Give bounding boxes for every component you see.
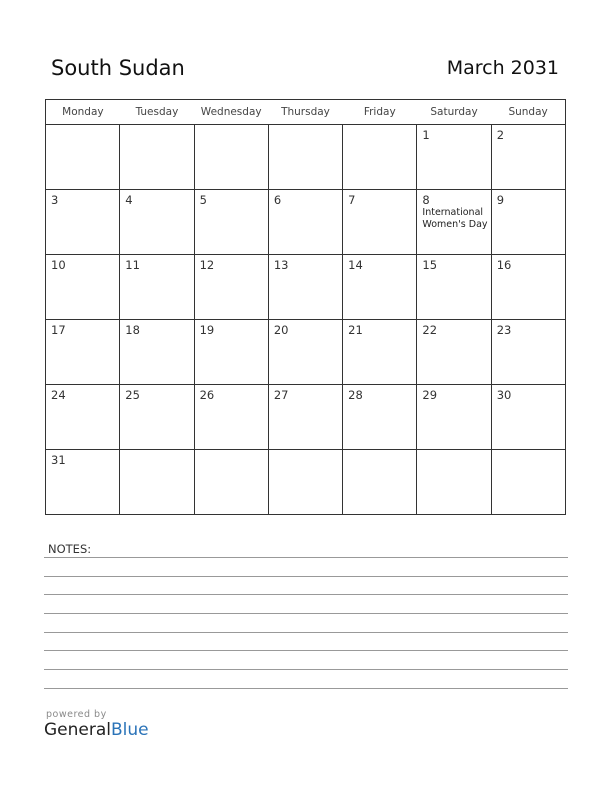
- country-title: South Sudan: [51, 56, 185, 80]
- day-cell: [343, 125, 417, 190]
- day-cell: [268, 255, 342, 320]
- day-cell: [46, 125, 120, 190]
- weekday-header: Monday: [46, 100, 120, 125]
- day-number: 3: [51, 193, 59, 207]
- weekday-header: Wednesday: [194, 100, 268, 125]
- notes-label: NOTES:: [48, 542, 92, 556]
- day-cell: [194, 385, 268, 450]
- day-number: 10: [51, 258, 66, 272]
- day-cell: [491, 255, 565, 320]
- logo-general: General: [44, 720, 111, 740]
- day-number: 17: [51, 323, 66, 337]
- day-number: 6: [273, 193, 282, 207]
- day-cell: [194, 450, 268, 515]
- notes-line: [44, 594, 568, 595]
- weekday-header: Tuesday: [120, 100, 194, 125]
- day-number: 18: [125, 323, 140, 337]
- week-row: [46, 255, 566, 320]
- day-cell: [417, 255, 491, 320]
- weekday-header-row: [46, 100, 566, 125]
- day-cell: [46, 385, 120, 450]
- month-year-title: March 2031: [446, 57, 559, 79]
- day-cell: [417, 450, 491, 515]
- day-cell: [491, 125, 565, 190]
- day-number: 25: [125, 388, 140, 402]
- day-cell: [120, 385, 194, 450]
- generalblue-logo: [44, 720, 149, 740]
- week-row: [46, 385, 566, 450]
- day-number: 12: [199, 258, 215, 272]
- day-number: 9: [496, 193, 505, 207]
- day-number: 26: [199, 388, 215, 402]
- day-cell: [491, 385, 565, 450]
- day-cell: [46, 255, 120, 320]
- week-row: [46, 125, 566, 190]
- day-cell: [268, 450, 342, 515]
- day-number: 30: [496, 388, 512, 402]
- week-row: [46, 450, 566, 515]
- day-cell: [343, 385, 417, 450]
- day-number: 29: [422, 388, 438, 402]
- day-number: 8: [422, 193, 430, 207]
- day-cell: [417, 320, 491, 385]
- day-number: 22: [422, 323, 438, 337]
- day-cell: [120, 255, 194, 320]
- week-row: [46, 320, 566, 385]
- day-cell: [343, 255, 417, 320]
- day-cell: [343, 190, 417, 255]
- day-number: 16: [496, 258, 512, 272]
- day-cell: [417, 125, 491, 190]
- day-cell: [46, 450, 120, 515]
- weekday-header: Saturday: [417, 100, 491, 125]
- notes-line: [44, 632, 568, 633]
- day-number: 20: [273, 323, 289, 337]
- day-cell: [268, 385, 342, 450]
- notes-line: [44, 576, 568, 577]
- day-cell: [491, 190, 565, 255]
- day-cell: [46, 190, 120, 255]
- week-row: [46, 190, 566, 255]
- day-cell: [417, 190, 491, 255]
- day-number: 11: [125, 258, 140, 272]
- day-number: 28: [348, 388, 363, 402]
- notes-line: [44, 688, 568, 689]
- day-cell: [120, 125, 194, 190]
- holiday-label: International Women's Day: [422, 207, 488, 230]
- notes-line: [44, 650, 568, 651]
- day-cell: [268, 125, 342, 190]
- day-number: 4: [125, 193, 133, 207]
- weekday-header: Sunday: [491, 100, 565, 125]
- day-number: 27: [273, 388, 289, 402]
- day-number: 7: [348, 193, 356, 207]
- day-cell: [46, 320, 120, 385]
- day-number: 19: [199, 323, 215, 337]
- day-number: 1: [422, 128, 430, 142]
- day-cell: [194, 320, 268, 385]
- day-cell: [491, 450, 565, 515]
- day-cell: [194, 190, 268, 255]
- day-number: 24: [51, 388, 66, 402]
- day-number: 13: [273, 258, 289, 272]
- powered-by-text: powered by: [46, 709, 107, 720]
- weekday-header: Friday: [343, 100, 417, 125]
- day-cell: [268, 190, 342, 255]
- weekday-header: Thursday: [268, 100, 342, 125]
- day-cell: [194, 125, 268, 190]
- day-cell: [268, 320, 342, 385]
- day-cell: [194, 255, 268, 320]
- notes-line: [44, 557, 568, 558]
- day-number: 14: [348, 258, 363, 272]
- calendar-grid: [45, 99, 566, 515]
- day-number: 21: [348, 323, 363, 337]
- day-number: 23: [496, 323, 512, 337]
- day-number: 5: [199, 193, 207, 207]
- day-number: 2: [496, 128, 505, 142]
- day-cell: [491, 320, 565, 385]
- day-cell: [417, 385, 491, 450]
- day-cell: [120, 450, 194, 515]
- day-cell: [343, 450, 417, 515]
- day-cell: [120, 320, 194, 385]
- notes-line: [44, 669, 568, 670]
- day-number: 31: [51, 453, 66, 467]
- day-number: 15: [422, 258, 438, 272]
- day-cell: [120, 190, 194, 255]
- day-cell: [343, 320, 417, 385]
- logo-blue: Blue: [111, 720, 149, 740]
- notes-line: [44, 613, 568, 614]
